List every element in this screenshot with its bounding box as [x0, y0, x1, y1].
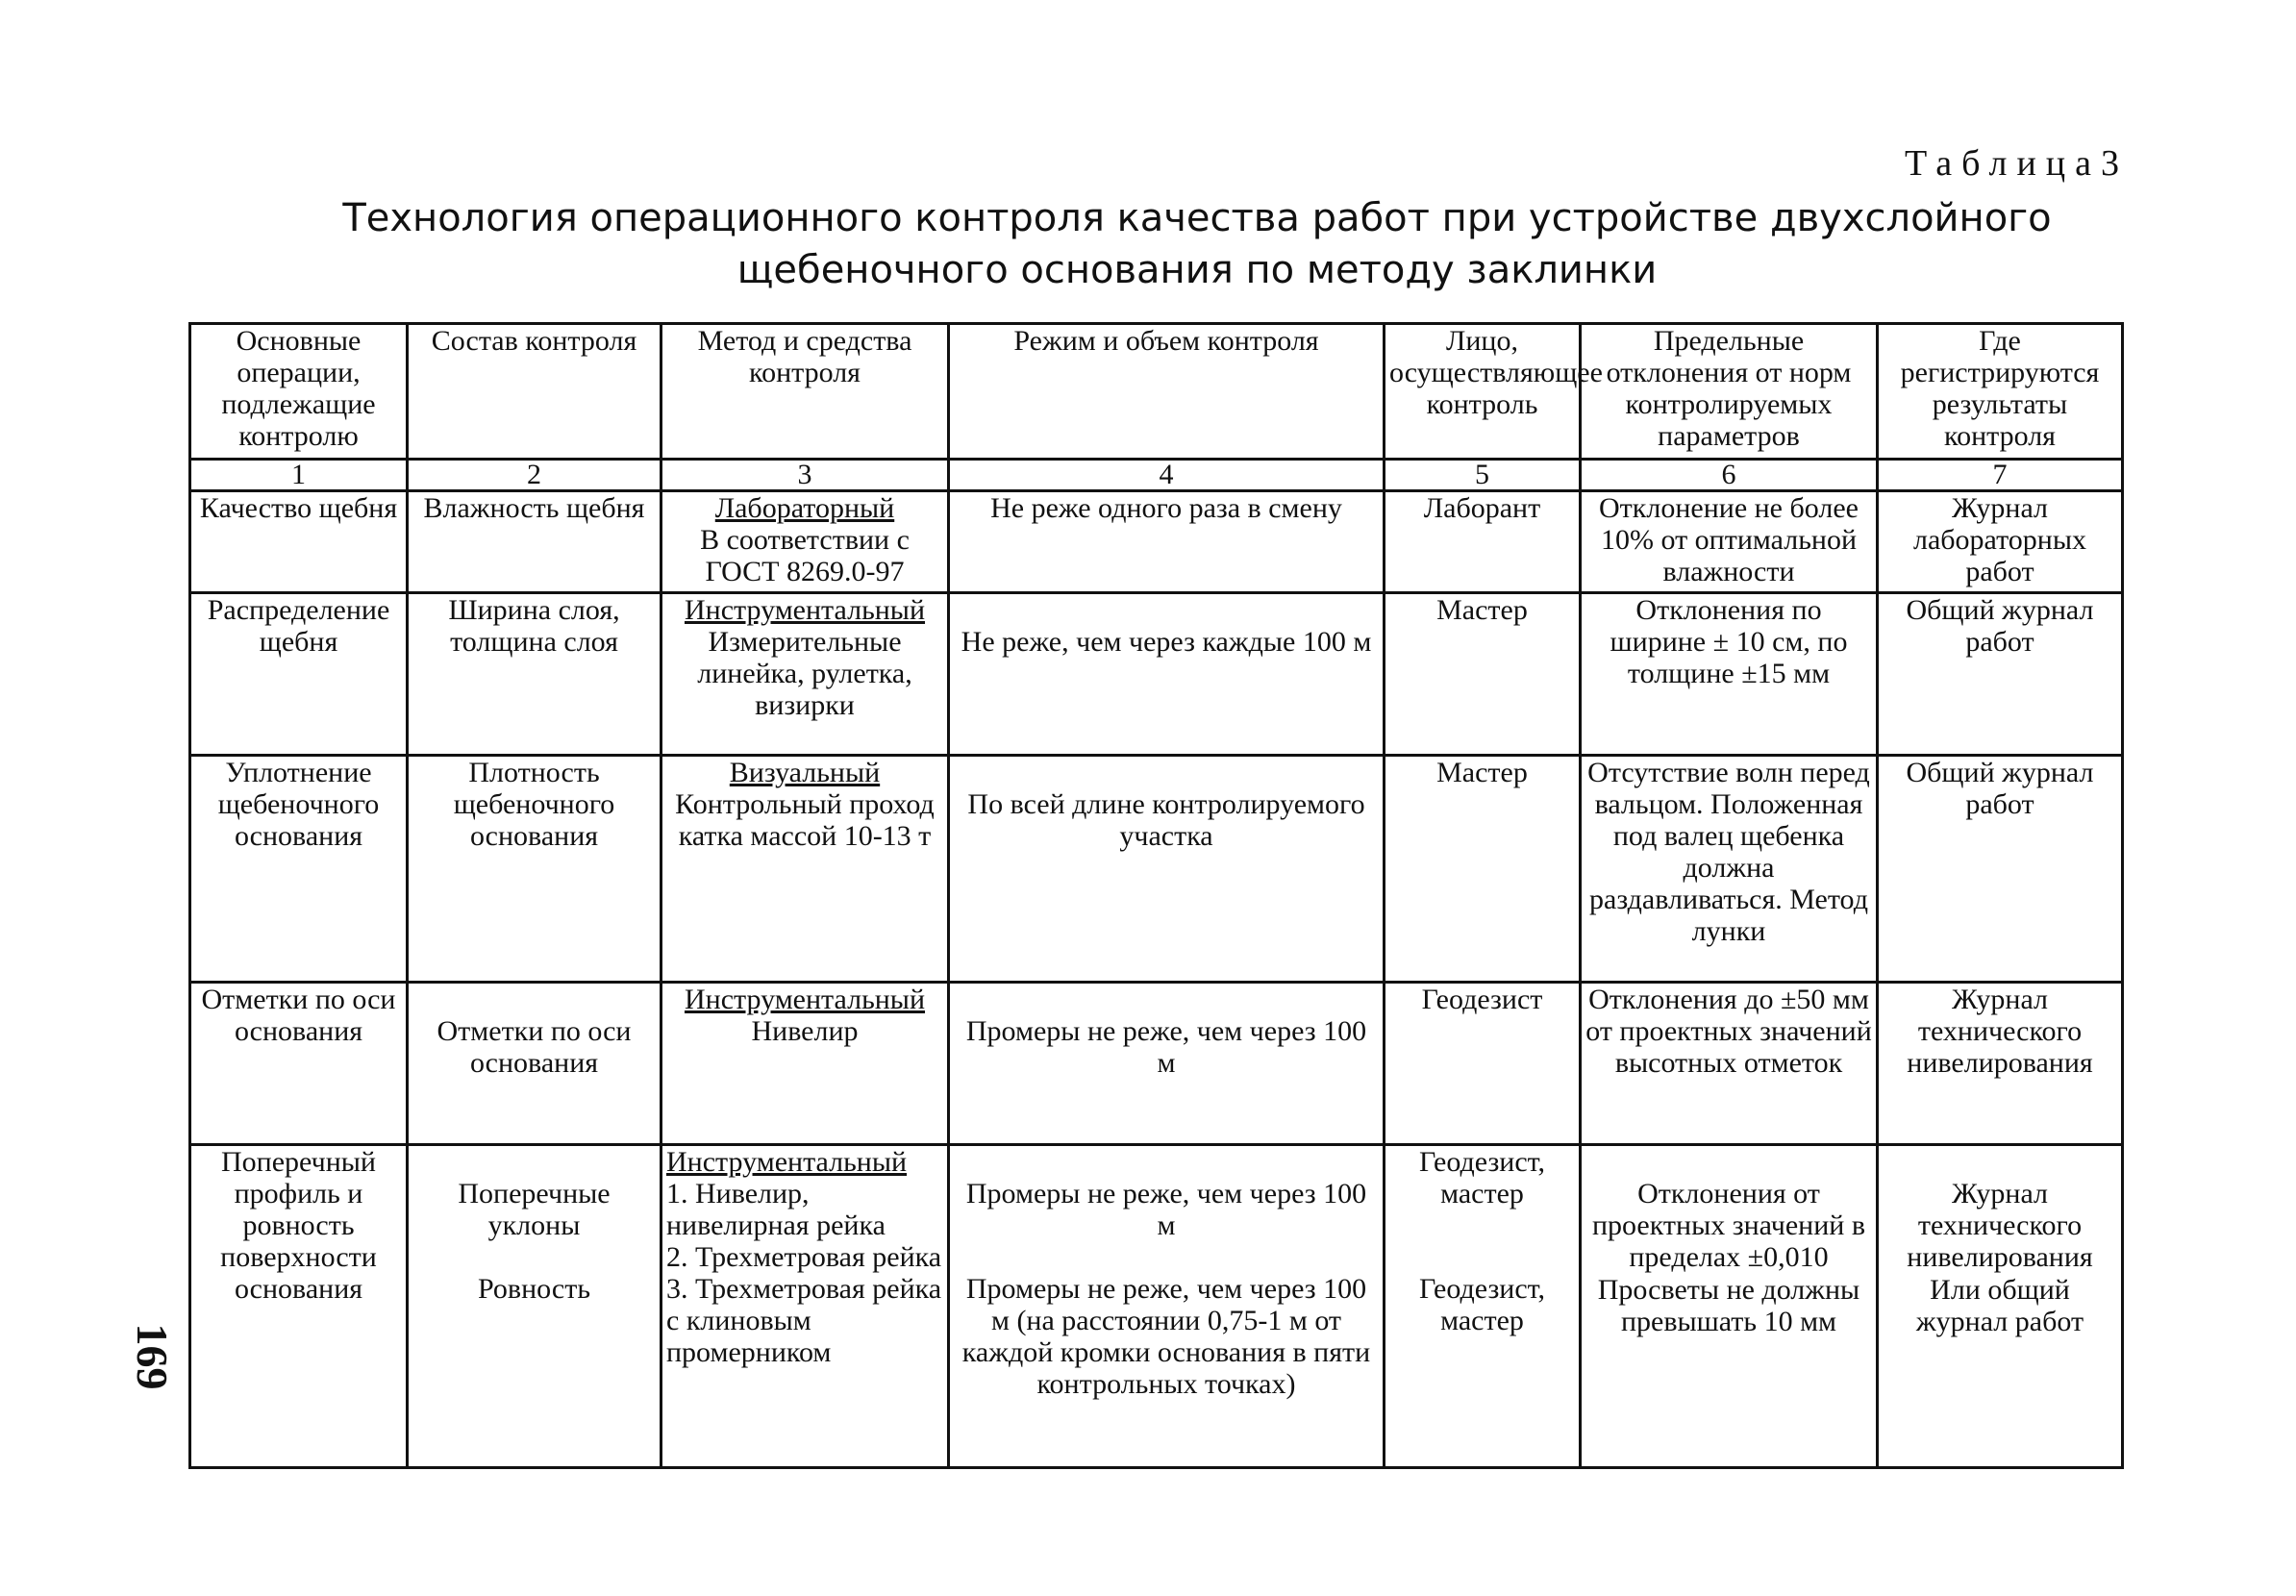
mode-text: Промеры не реже, чем через 100 м: [965, 1178, 1367, 1241]
title-line-2: щебеночного основания по методу заклинки: [736, 248, 1658, 292]
method-cell: [661, 756, 949, 983]
method-item: 2. Трехметровая рейка: [666, 1241, 942, 1273]
column-number: 6: [1581, 460, 1878, 491]
person-cell: Мастер: [1385, 593, 1581, 756]
registry-text: Или общий журнал работ: [1915, 1274, 2084, 1337]
composition-cell: Влажность щебня: [408, 491, 661, 593]
composition-text: Ровность: [477, 1273, 590, 1305]
header-cell-registry: Где регистрируются результаты контроля: [1878, 324, 2123, 460]
method-cell: [661, 1145, 949, 1468]
header-row: [190, 324, 2123, 460]
person-text: Геодезист, мастер: [1418, 1273, 1546, 1336]
quality-control-table: [188, 322, 2124, 1469]
method-cell: [661, 491, 949, 593]
method-item: 3. Трехметровая рейка с клиновым промерником: [666, 1273, 942, 1368]
method-title: Лабораторный: [714, 492, 895, 524]
table-row: [190, 491, 2123, 593]
spacer: [1389, 1241, 1575, 1273]
operation-cell: Уплотнение щебеночного основания: [190, 756, 408, 983]
person-cell: Лаборант: [1385, 491, 1581, 593]
method-title: Визуальный: [729, 757, 881, 788]
operation-cell: Распределение щебня: [190, 593, 408, 756]
method-text: Измерительные линейка, рулетка, визирки: [697, 626, 912, 721]
column-number-row: [190, 460, 2123, 491]
header-cell-method: Метод и средства контроля: [661, 324, 949, 460]
table-row: [190, 756, 2123, 983]
registry-text: Журнал технического нивелирования: [1907, 1178, 2093, 1273]
title-line-1: Технология операционного контроля качества работ при устройстве двухслойного: [342, 196, 2052, 240]
operation-cell: Отметки по оси основания: [190, 983, 408, 1145]
table-row: [190, 1145, 2123, 1468]
method-title: Инструментальный: [666, 1146, 908, 1178]
method-cell: [661, 983, 949, 1145]
registry-cell: Общий журнал работ: [1878, 593, 2123, 756]
deviation-cell: [1581, 1145, 1878, 1468]
table-row: [190, 593, 2123, 756]
method-title: Инструментальный: [684, 984, 926, 1015]
column-number: 3: [661, 460, 949, 491]
mode-cell: Не реже одного раза в смену: [949, 491, 1385, 593]
method-text: В соответствии с ГОСТ 8269.0-97: [700, 524, 910, 587]
mode-cell: Промеры не реже, чем через 100 м: [949, 983, 1385, 1145]
operation-cell: Качество щебня: [190, 491, 408, 593]
person-cell: [1385, 1145, 1581, 1468]
composition-text: Поперечные уклоны: [458, 1178, 611, 1241]
method-text: Нивелир: [751, 1015, 859, 1047]
spacer: [954, 1241, 1379, 1273]
deviation-text: Просветы не должны превышать 10 мм: [1597, 1274, 1860, 1337]
registry-cell: Общий журнал работ: [1878, 756, 2123, 983]
header-cell-person: Лицо, осуществляющее контроль: [1385, 324, 1581, 460]
table-row: [190, 983, 2123, 1145]
deviation-cell: Отклонения до ±50 мм от проектных значений высотных отметок: [1581, 983, 1878, 1145]
registry-cell: [1878, 1145, 2123, 1468]
composition-cell: Плотность щебеночного основания: [408, 756, 661, 983]
page-number: 169: [128, 1323, 177, 1390]
mode-cell: Не реже, чем через каждые 100 м: [949, 593, 1385, 756]
deviation-cell: Отсутствие волн перед вальцом. Положенная под валец щебенка должна раздавливаться. Метод лунки: [1581, 756, 1878, 983]
column-number: 2: [408, 460, 661, 491]
composition-cell: [408, 1145, 661, 1468]
composition-cell: Ширина слоя, толщина слоя: [408, 593, 661, 756]
column-number: 1: [190, 460, 408, 491]
operation-cell: Поперечный профиль и ровность поверхности основания: [190, 1145, 408, 1468]
person-text: Геодезист, мастер: [1418, 1146, 1546, 1209]
header-cell-deviation: Предельные отклонения от норм контролируемых параметров: [1581, 324, 1878, 460]
mode-cell: [949, 1145, 1385, 1468]
person-cell: Геодезист: [1385, 983, 1581, 1145]
deviation-cell: Отклонения по ширине ± 10 см, по толщине ±15 мм: [1581, 593, 1878, 756]
header-cell-operations: Основные операции, подлежащие контролю: [190, 324, 408, 460]
spacer: [412, 1241, 656, 1273]
mode-cell: По всей длине контролируемого участка: [949, 756, 1385, 983]
deviation-text: Отклонения от проектных значений в пределах ±0,010: [1592, 1178, 1865, 1273]
registry-cell: Журнал лабораторных работ: [1878, 491, 2123, 593]
mode-text: Промеры не реже, чем через 100 м (на расстоянии 0,75-1 м от каждой кромки основания в пяти контрольных точках): [961, 1273, 1371, 1400]
registry-cell: Журнал технического нивелирования: [1878, 983, 2123, 1145]
column-number: 7: [1878, 460, 2123, 491]
composition-cell: Отметки по оси основания: [408, 983, 661, 1145]
person-cell: Мастер: [1385, 756, 1581, 983]
header-cell-mode: Режим и объем контроля: [949, 324, 1385, 460]
method-text: Контрольный проход катка массой 10-13 т: [675, 788, 935, 852]
method-item: 1. Нивелир, нивелирная рейка: [666, 1178, 886, 1241]
column-number: 5: [1385, 460, 1581, 491]
deviation-cell: Отклонение не более 10% от оптимальной влажности: [1581, 491, 1878, 593]
method-cell: [661, 593, 949, 756]
header-cell-composition: Состав контроля: [408, 324, 661, 460]
table-label: Таблица3: [1904, 143, 2129, 184]
method-title: Инструментальный: [684, 594, 926, 626]
document-title: [192, 192, 2202, 296]
spacer: [1389, 1209, 1575, 1241]
column-number: 4: [949, 460, 1385, 491]
